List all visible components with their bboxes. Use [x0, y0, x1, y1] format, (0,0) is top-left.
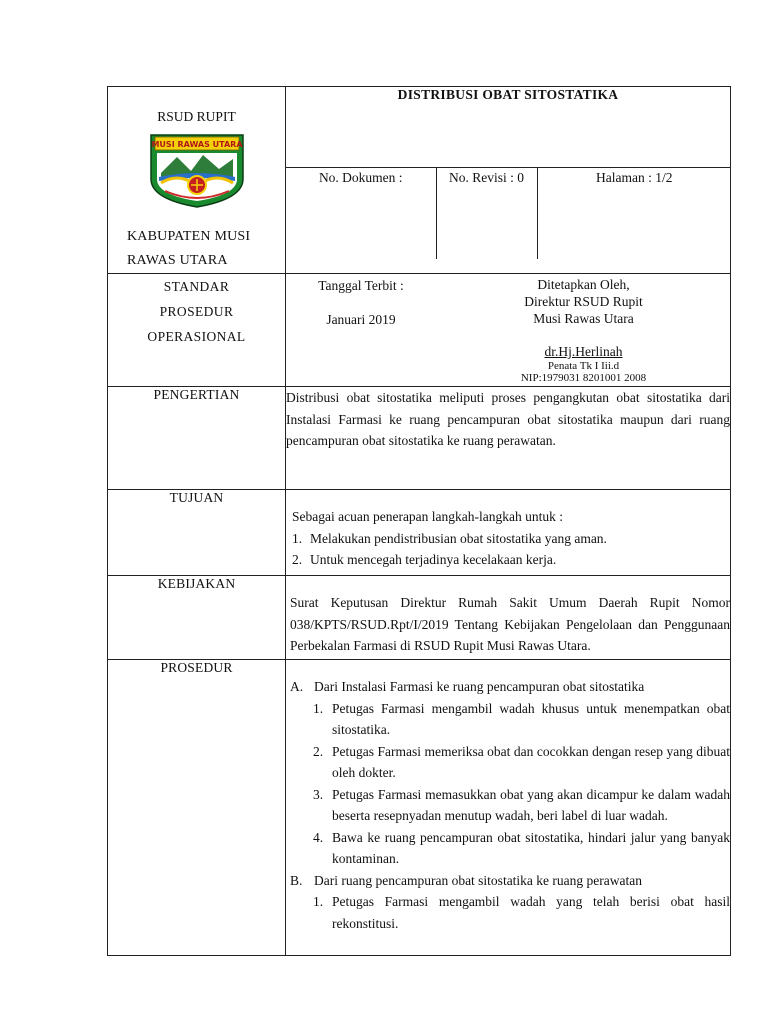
prosedur-label: PROSEDUR — [108, 660, 286, 956]
kebijakan-text: Surat Keputusan Direktur Rumah Sakit Umum Daerah Rupit Nomor 038/KPTS/RSUD.Rpt/I/2019 Tentang Kebijakan Pengelolaan dan Penggunaan Perbekalan Farmasi di RSUD Rupit Musi Rawas Utara. — [286, 576, 731, 660]
kebijakan-label: KEBIJAKAN — [108, 576, 286, 660]
document-number: No. Dokumen : — [318, 169, 403, 185]
pengertian-text: Distribusi obat sitostatika meliputi proses pengangkutan obat sitostatika dari Instalasi Farmasi ke ruang pencampuran obat sitostatika maupun dari ruang pencampuran obat sitostatika ke ruang perawatan. — [286, 387, 731, 490]
logo-text: MUSI RAWAS UTARA — [150, 140, 243, 149]
list-item: 4. Bawa ke ruang pencampuran obat sitostatika, hindari jalur yang banyak kontaminan. — [313, 829, 730, 866]
regency-emblem-logo — [147, 133, 247, 209]
list-item: 1. Petugas Farmasi mengambil wadah khusus untuk menempatkan obat sitostatika. — [313, 700, 730, 737]
regency-name: KABUPATEN MUSI RAWAS UTARA — [127, 229, 251, 268]
issue-date-label: Tanggal Terbit : — [318, 278, 404, 293]
list-item: 1. Petugas Farmasi mengambil wadah yang telah berisi obat hasil rekonstitusi. — [313, 894, 730, 931]
list-item: 2. Untuk mencegah terjadinya kecelakaan kerja. — [292, 552, 557, 567]
prosedur-content — [286, 660, 731, 956]
sop-document-table — [107, 86, 731, 956]
page-number: Halaman : 1/2 — [537, 168, 731, 259]
tujuan-label: TUJUAN — [108, 490, 286, 576]
prosedur-part-a: A. Dari Instalasi Farmasi ke ruang pencampuran obat sitostatika — [290, 679, 645, 694]
tujuan-intro: Sebagai acuan penerapan langkah-langkah untuk : — [292, 509, 564, 524]
pengertian-label: PENGERTIAN — [108, 387, 286, 490]
list-item: 1. Melakukan pendistribusian obat sitostatika yang aman. — [292, 530, 607, 546]
prosedur-part-b: B. Dari ruang pencampuran obat sitostatika ke ruang perawatan — [290, 872, 642, 888]
issue-date-value: Januari 2019 — [326, 312, 396, 327]
issue-approval-cell — [286, 274, 731, 387]
sop-label: STANDAR PROSEDUR OPERASIONAL — [108, 274, 286, 387]
document-title: DISTRIBUSI OBAT SITOSTATIKA — [286, 87, 731, 168]
document-meta-cell — [286, 167, 731, 273]
issue-date-cell — [286, 274, 436, 386]
signatory-rank: Penata Tk I Iii.d — [547, 360, 620, 372]
revision-number: No. Revisi : 0 — [436, 168, 537, 259]
tujuan-content — [286, 490, 731, 576]
list-item: 3. Petugas Farmasi memasukkan obat yang akan dicampur ke dalam wadah beserta resepnyadan menutup wadah, beri label di luar wadah. — [313, 786, 730, 823]
signatory-nip: NIP:1979031 8201001 2008 — [520, 372, 647, 384]
hospital-header-cell — [108, 87, 286, 274]
signatory-name: dr.Hj.Herlinah — [544, 344, 623, 359]
list-item: 2. Petugas Farmasi memeriksa obat dan cocokkan dengan resep yang dibuat oleh dokter. — [313, 743, 730, 780]
hospital-name: RSUD RUPIT — [157, 109, 236, 124]
approval-block: Ditetapkan Oleh, Direktur RSUD Rupit Musi Rawas Utara dr.Hj.Herlinah Penata Tk I Iii.d NIP:1979031 8201001 2008 — [436, 274, 731, 386]
